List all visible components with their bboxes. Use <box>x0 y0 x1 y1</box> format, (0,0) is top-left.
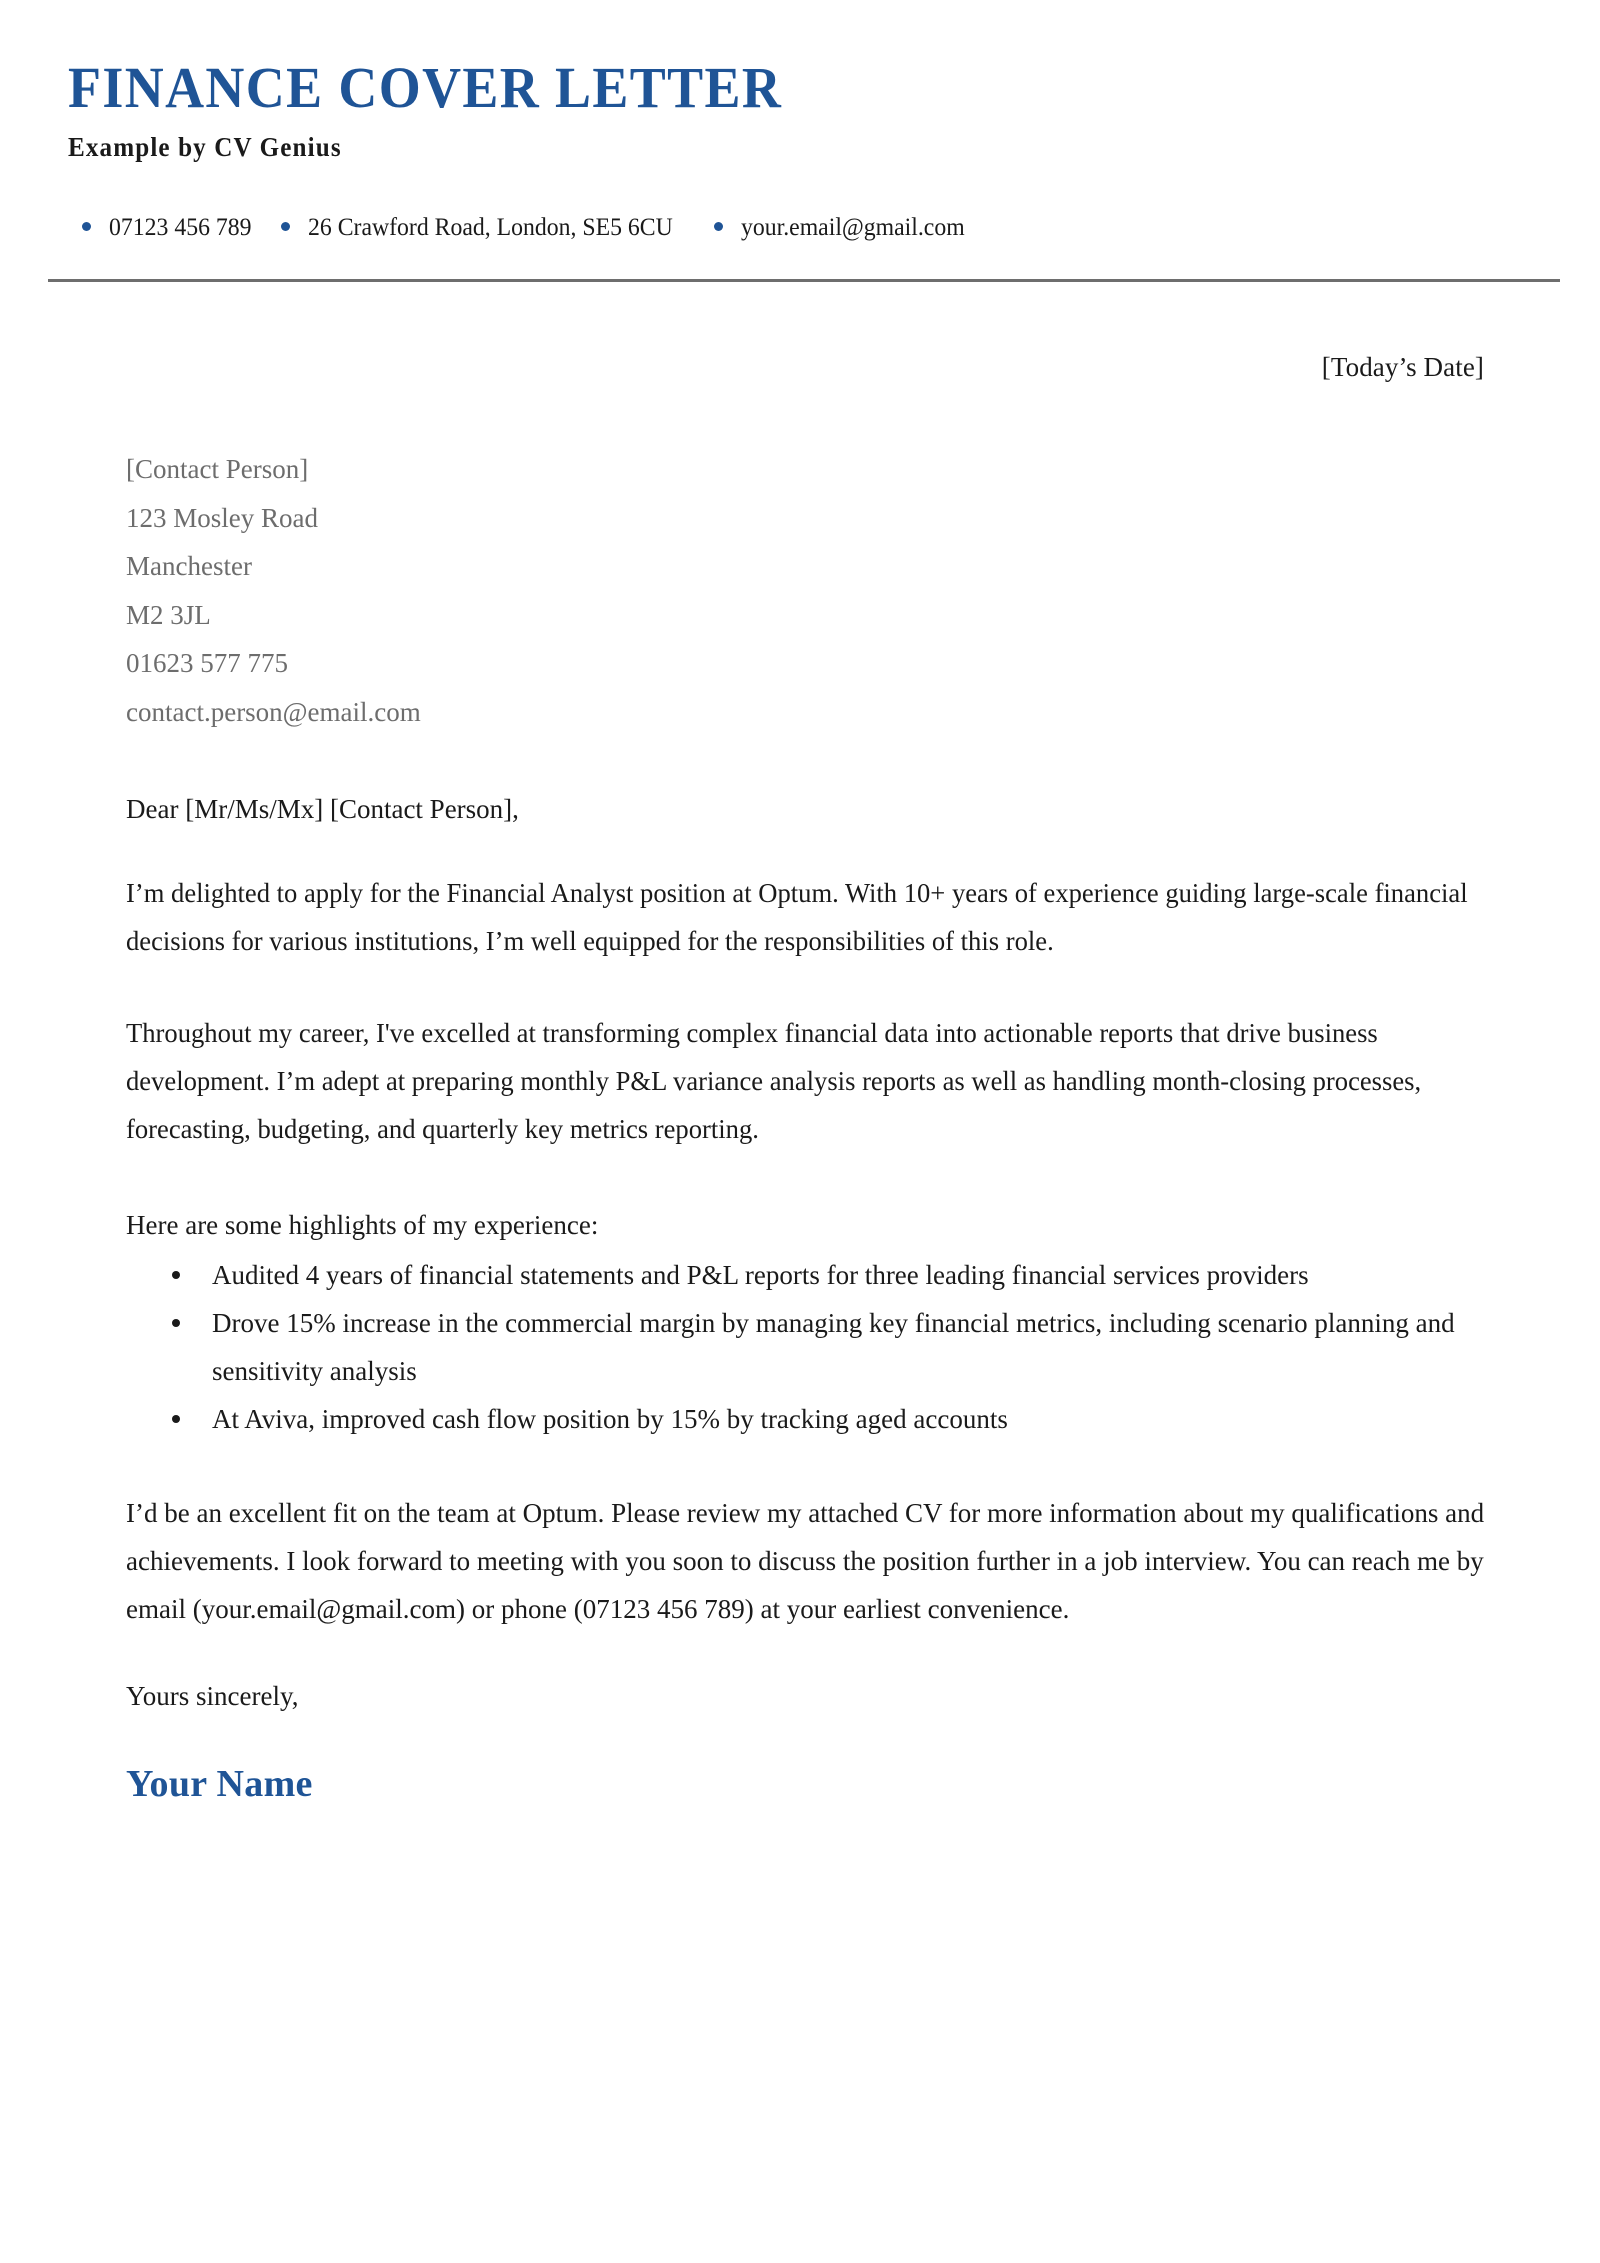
closing-paragraph: I’d be an excellent fit on the team at Optum. Please review my attached CV for more information about my qualifications and achievements. I look forward to meeting with you soon to discuss the position further in a job interview. You can reach me by email (your.email@gmail.com) or phone (07123 456 789) at your earliest convenience. <box>126 1498 1485 1625</box>
list-bullet-icon <box>172 1415 180 1423</box>
list-item <box>166 1395 1522 1443</box>
list-item-label: Audited 4 years of financial statements and P&L reports for three leading financial services providers <box>212 1260 1309 1291</box>
letter-signoff: Yours sincerely, <box>126 1681 299 1712</box>
contact-address: 26 Crawford Road, London, SE5 6CU <box>308 214 673 242</box>
highlights-list <box>126 1251 1522 1443</box>
page-subtitle: Example by CV Genius <box>68 132 342 163</box>
list-item <box>166 1299 1522 1395</box>
page-title: FINANCE COVER LETTER <box>68 55 783 120</box>
recipient-postcode: M2 3JL <box>126 599 211 630</box>
recipient-street: 123 Mosley Road <box>126 502 318 533</box>
recipient-city: Manchester <box>126 551 252 582</box>
list-item-label: Drove 15% increase in the commercial margin by managing key financial metrics, including scenario planning and sensitivity analysis <box>212 1308 1455 1387</box>
bullet-separator-icon <box>82 222 91 231</box>
recipient-email: contact.person@email.com <box>126 696 421 727</box>
highlights-intro: Here are some highlights of my experience: <box>126 1210 599 1241</box>
list-item-label: At Aviva, improved cash flow position by 15% by tracking aged accounts <box>212 1404 1008 1435</box>
contact-email: your.email@gmail.com <box>741 214 965 242</box>
recipient-address-block <box>126 445 1522 736</box>
list-item <box>166 1251 1522 1299</box>
signature-name: Your Name <box>126 1763 313 1806</box>
body-paragraph-1: I’m delighted to apply for the Financial Analyst position at Optum. With 10+ years of experience guiding large-scale financial decisions for various institutions, I’m well equipped for the responsibilities of this role. <box>126 878 1468 957</box>
body-paragraph-2: Throughout my career, I've excelled at transforming complex financial data into actionable reports that drive business development. I’m adept at preparing monthly P&L variance analysis reports as well as handling month-closing processes, forecasting, budgeting, and quarterly key metrics reporting. <box>126 1018 1422 1145</box>
recipient-name: [Contact Person] <box>126 454 309 485</box>
bullet-separator-icon <box>281 222 290 231</box>
header-divider <box>48 279 1560 282</box>
contact-phone: 07123 456 789 <box>109 214 252 242</box>
list-bullet-icon <box>172 1319 180 1327</box>
letter-date: [Today’s Date] <box>1321 352 1484 383</box>
bullet-separator-icon <box>714 222 723 231</box>
letter-body <box>0 352 1600 1806</box>
list-bullet-icon <box>172 1271 180 1279</box>
letter-header <box>0 0 1600 240</box>
letter-salutation: Dear [Mr/Ms/Mx] [Contact Person], <box>126 794 519 825</box>
recipient-phone: 01623 577 775 <box>126 648 288 679</box>
contact-info-bar <box>68 215 1540 240</box>
